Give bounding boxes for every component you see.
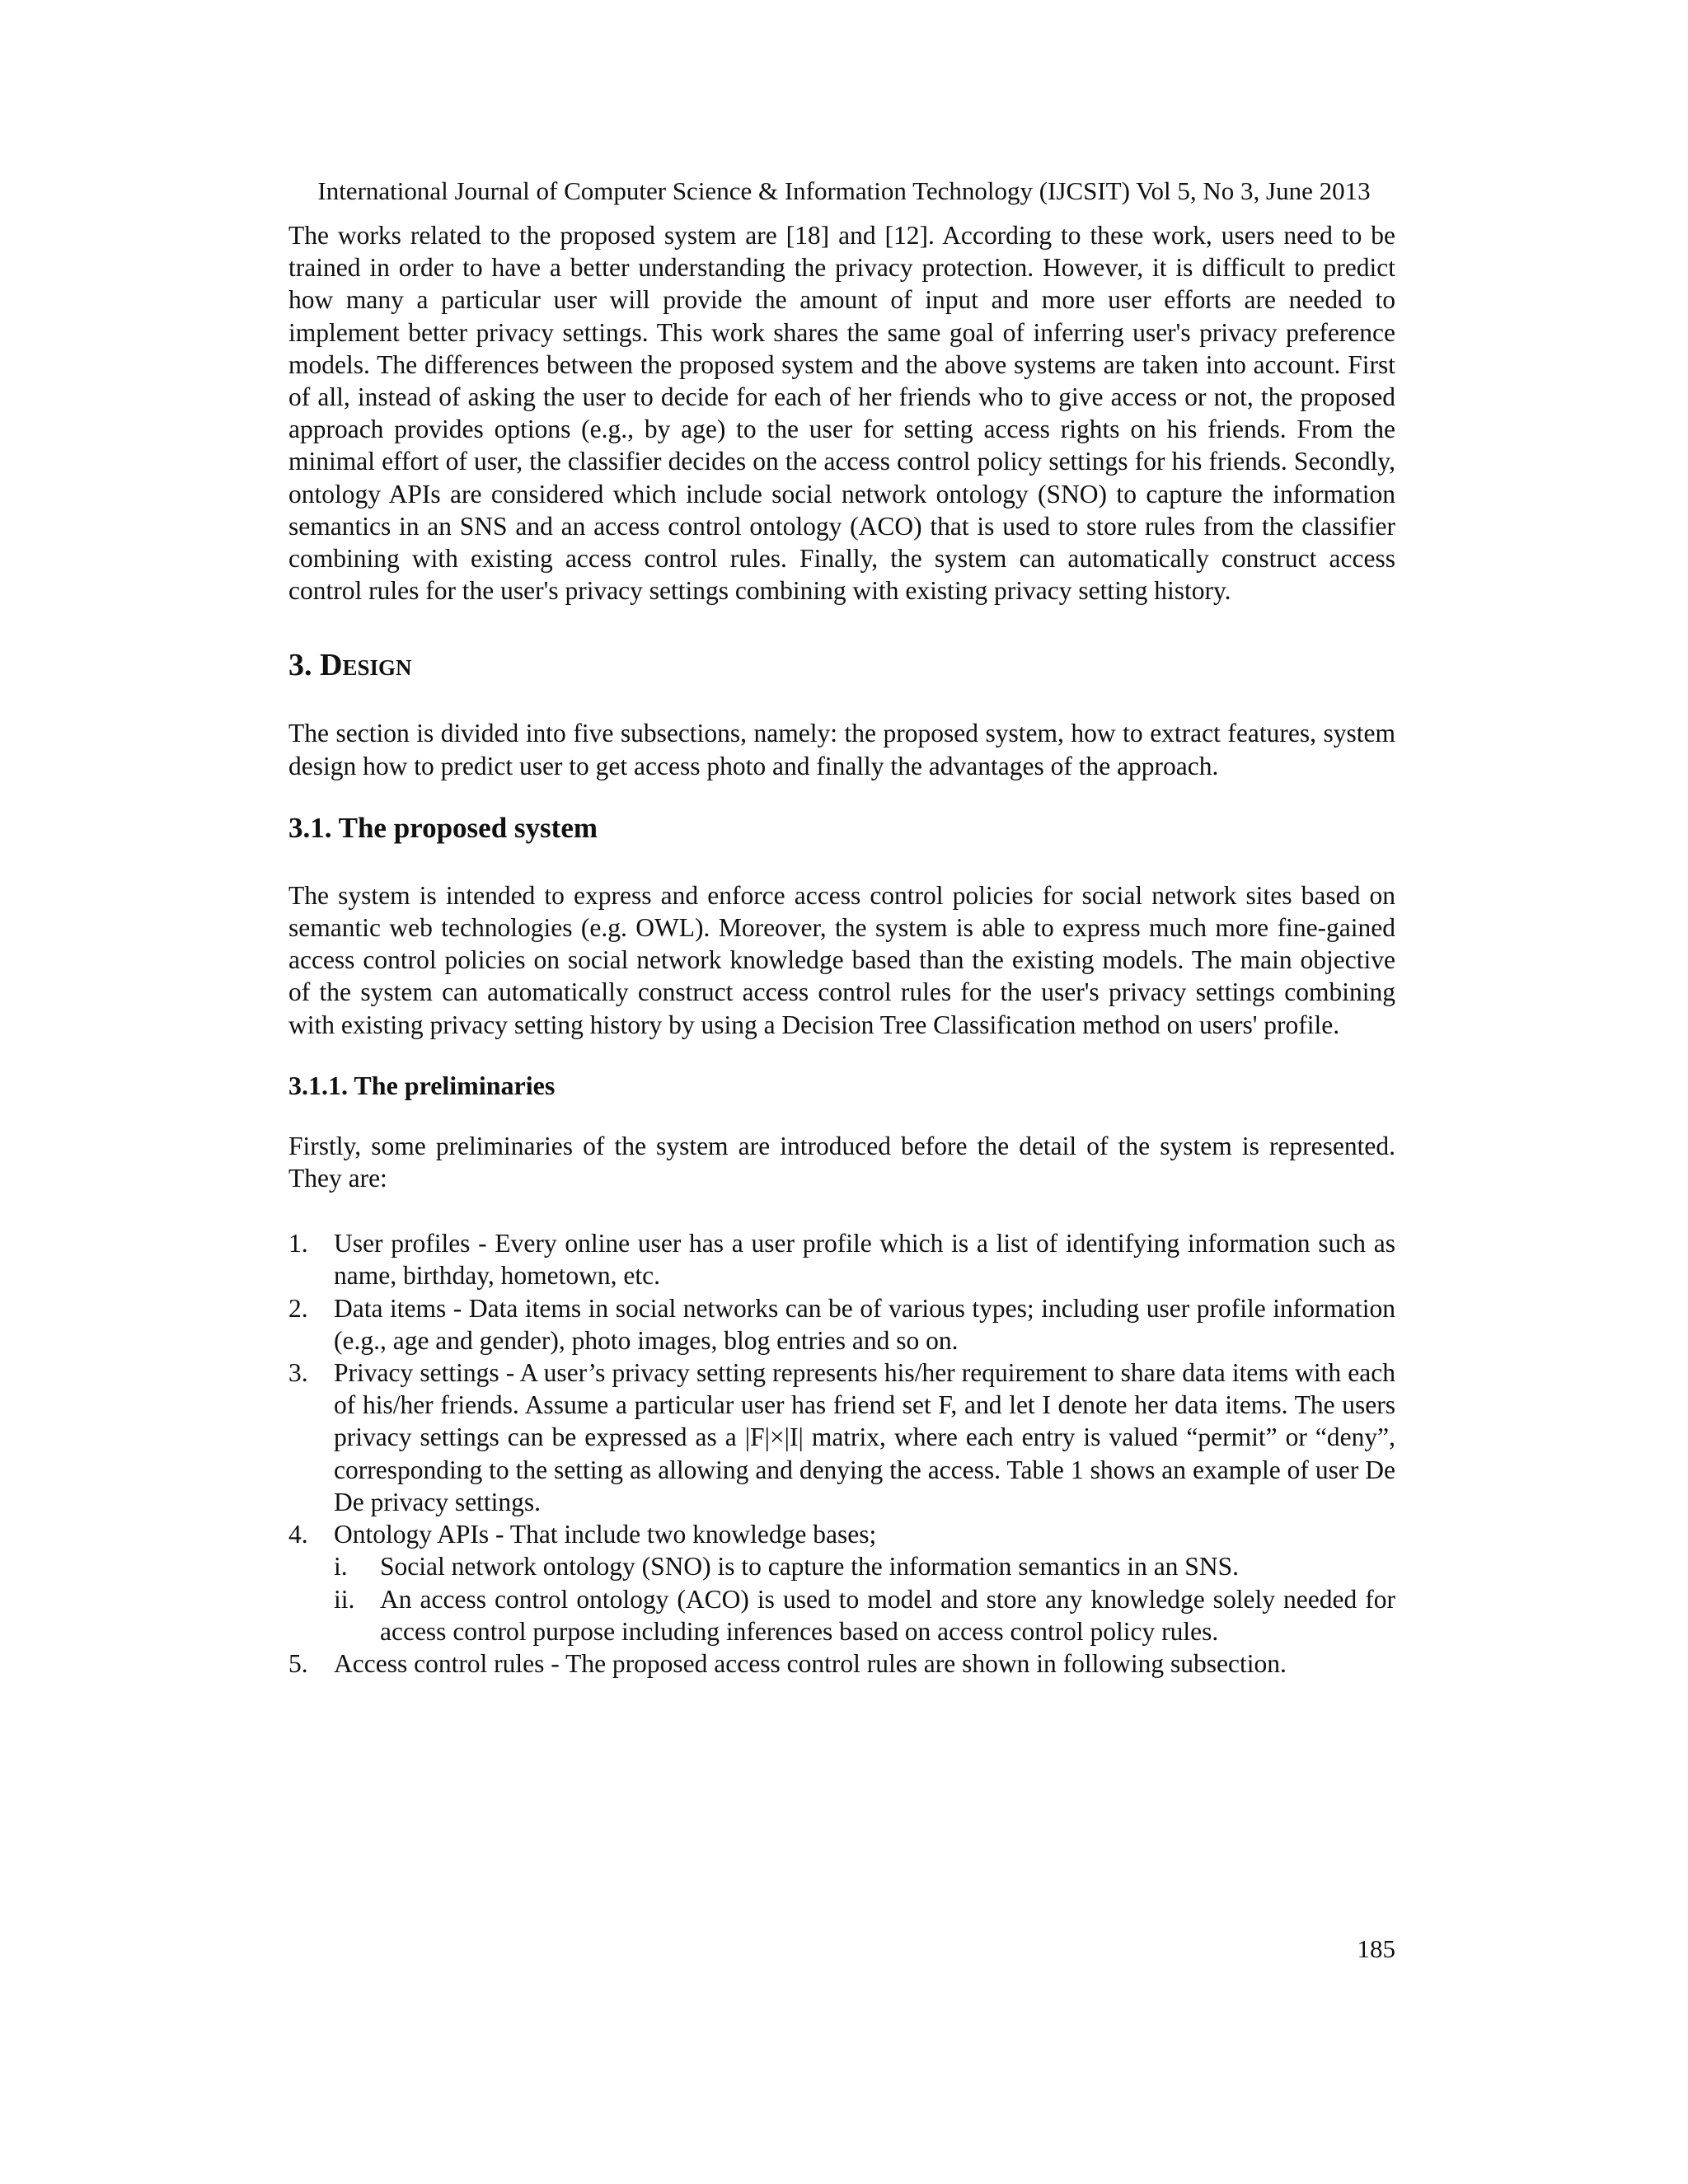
list-item [288, 1292, 1395, 1357]
list-item [288, 1357, 1395, 1518]
section-3-1-paragraph: The system is intended to express and enforce access control policies for social network sites based on semantic web technologies (e.g. OWL). Moreover, the system is able to express much more fine-gained access control policies on social network knowledge based than the existing models. The main objective of the system can automatically construct access control rules for the user's privacy settings combining with existing privacy setting history by using a Decision Tree Classification method on users' profile. [288, 880, 1395, 1039]
preliminaries-list [288, 1227, 1395, 1680]
intro-paragraph: The works related to the proposed system are [18] and [12]. According to these work, users need to be trained in order to have a better understanding the privacy protection. However, it is difficult to predict how many a particular user will provide the amount of input and more user efforts are needed to implement better privacy settings. This work shares the same goal of inferring user's privacy preference models. The differences between the proposed system and the above systems are taken into account. First of all, instead of asking the user to decide for each of her friends who to give access or not, the proposed approach provides options (e.g., by age) to the user for setting access rights on his friends. From the minimal effort of user, the classifier decides on the access control policy settings for his friends. Secondly, ontology APIs are considered which include social network ontology (SNO) to capture the information semantics in an SNS and an access control ontology (ACO) that is used to store rules from the classifier combining with existing access control rules. Finally, the system can automatically construct access control rules for the user's privacy settings combining with existing privacy setting history. [288, 221, 1395, 606]
page-number: 185 [1357, 1934, 1395, 1963]
sublist-item [334, 1583, 1395, 1647]
list-item [288, 1518, 1395, 1647]
list-item-marker: 3. [288, 1358, 308, 1388]
section-3-1-1-paragraph: Firstly, some preliminaries of the system are introduced before the detail of the system is represented. They are: [288, 1131, 1395, 1193]
list-item-text: Privacy settings - A user’s privacy setting represents his/her requirement to share data items with each of his/her friends. Assume a particular user has friend set F, and let I denote her data items. The users privacy settings can be expressed as a |F|×|I| matrix, where each entry is valued “permit” or “deny”, corresponding to the setting as allowing and denying the access. Table 1 shows an example of user De De privacy settings. [334, 1358, 1395, 1516]
list-item [288, 1647, 1395, 1680]
list-item-text: Ontology APIs - That include two knowledge bases; [334, 1520, 877, 1549]
sublist-item-text: Social network ontology (SNO) is to capture the information semantics in an SNS. [380, 1552, 1239, 1582]
sublist-item-text: An access control ontology (ACO) is used to model and store any knowledge solely needed for access control purpose including inferences based on access control policy rules. [380, 1584, 1395, 1646]
list-item-marker: 1. [288, 1229, 308, 1258]
section-3-intro: The section is divided into five subsections, namely: the proposed system, how to extract features, system design how to predict user to get access photo and finally the advantages of the approach. [288, 719, 1395, 780]
ontology-sublist [334, 1550, 1395, 1647]
running-header: International Journal of Computer Science & Information Technology (IJCSIT) Vol 5, No 3, June 2013 [317, 176, 1371, 205]
list-item-marker: 2. [288, 1293, 308, 1323]
list-item [288, 1227, 1395, 1291]
list-item-marker: 4. [288, 1520, 308, 1549]
section-3-1-heading: 3.1. The proposed system [288, 811, 598, 844]
list-item-marker: 5. [288, 1648, 308, 1678]
section-3-number: 3. [288, 648, 312, 683]
page-content [288, 219, 1395, 1680]
list-item-text: User profiles - Every online user has a user profile which is a list of identifying information such as name, birthday, hometown, etc. [334, 1229, 1395, 1291]
list-item-text: Data items - Data items in social networks can be of various types; including user profile information (e.g., age and gender), photo images, blog entries and so on. [334, 1293, 1395, 1355]
section-3-1-1-heading: 3.1.1. The preliminaries [288, 1070, 556, 1100]
sublist-item-marker: i. [334, 1552, 348, 1582]
sublist-item [334, 1550, 1395, 1582]
section-3-title: Design [320, 648, 412, 683]
sublist-item-marker: ii. [334, 1584, 355, 1614]
list-item-text: Access control rules - The proposed access control rules are shown in following subsection. [334, 1648, 1287, 1678]
section-3-heading [288, 646, 1395, 684]
